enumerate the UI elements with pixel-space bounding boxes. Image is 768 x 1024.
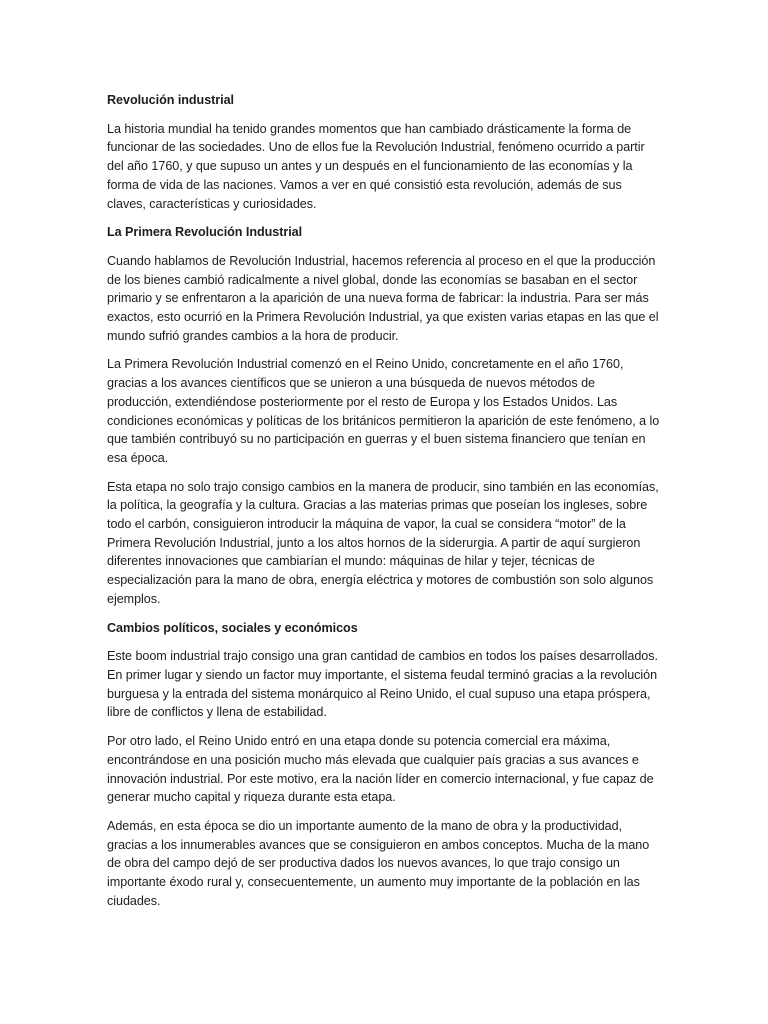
cambios-paragraph-1: Este boom industrial trajo consigo una gran cantidad de cambios en todos los países desarrollados. En primer lugar y siendo un factor muy importante, el sistema feudal terminó gracias a la revolución burguesa y la entrada del sistema monárquico al Reino Unido, el cual supuso una etapa próspera, libre de conflictos y llena de estabilidad. [107, 649, 658, 720]
heading-primera-revolucion: La Primera Revolución Industrial [107, 225, 303, 240]
cambios-paragraph-3: Además, en esta época se dio un importante aumento de la mano de obra y la productividad, gracias a los innumerables avances que se consiguieron en ambos conceptos. Mucha de la mano de obra del campo dejó de ser productiva dados los nuevos avances, lo que trajo consigo un importante éxodo rural y, consecuentemente, un aumento muy importante de la población en las ciudades. [107, 818, 650, 908]
intro-paragraph: La historia mundial ha tenido grandes momentos que han cambiado drásticamente la forma de funcionar de las sociedades. Uno de ellos fue la Revolución Industrial, fenómeno ocurrido a partir del año 1760, y que supuso un antes y un después en el funcionamiento de las economías y la forma de vida de las naciones. Vamos a ver en qué consistió esta revolución, además de sus claves, características y curiosidades. [107, 121, 645, 211]
cambios-paragraph-2: Por otro lado, el Reino Unido entró en una etapa donde su potencia comercial era máxima, encontrándose en una posición mucho más elevada que cualquier país gracias a sus avances e innovación industrial. Por este motivo, era la nación líder en comercio internacional, y fue capaz de generar mucho capital y riqueza durante esta etapa. [107, 734, 654, 805]
primera-revolucion-paragraph-3: Esta etapa no solo trajo consigo cambios en la manera de producir, sino también en las economías, la política, la geografía y la cultura. Gracias a las materias primas que poseían los ingleses, sobre todo el carbón, consiguieron introducir la máquina de vapor, la cual se considera “motor” de la Primera Revolución Industrial, junto a los altos hornos de la siderurgia. A partir de aquí surgieron diferentes innovaciones que cambiarían el mundo: máquinas de hilar y tejer, técnicas de especialización para la mano de obra, energía eléctrica y motores de combustión son solo algunos ejemplos. [107, 479, 659, 606]
heading-cambios: Cambios políticos, sociales y económicos [107, 620, 358, 635]
primera-revolucion-paragraph-1: Cuando hablamos de Revolución Industrial, hacemos referencia al proceso en el que la producción de los bienes cambió radicalmente a nivel global, donde las economías se basaban en el sector primario y se enfrentaron a la aparición de una nueva forma de fabricar: la industria. Para ser más exactos, esto ocurrió en la Primera Revolución Industrial, ya que existen varias etapas en las que el mundo sufrió grandes cambios a la hora de producir. [107, 253, 659, 343]
primera-revolucion-paragraph-2: La Primera Revolución Industrial comenzó en el Reino Unido, concretamente en el año 1760, gracias a los avances científicos que se unieron a una búsqueda de nuevos métodos de producción, extendiéndose posteriormente por el resto de Europa y los Estados Unidos. Las condiciones económicas y políticas de los británicos permitieron la aparición de este fenómeno, a lo que también contribuyó su no participación en guerras y el buen sistema financiero que tenían en esa época. [107, 357, 660, 465]
document-page [107, 91, 662, 920]
title-revolucion-industrial: Revolución industrial [107, 93, 235, 107]
